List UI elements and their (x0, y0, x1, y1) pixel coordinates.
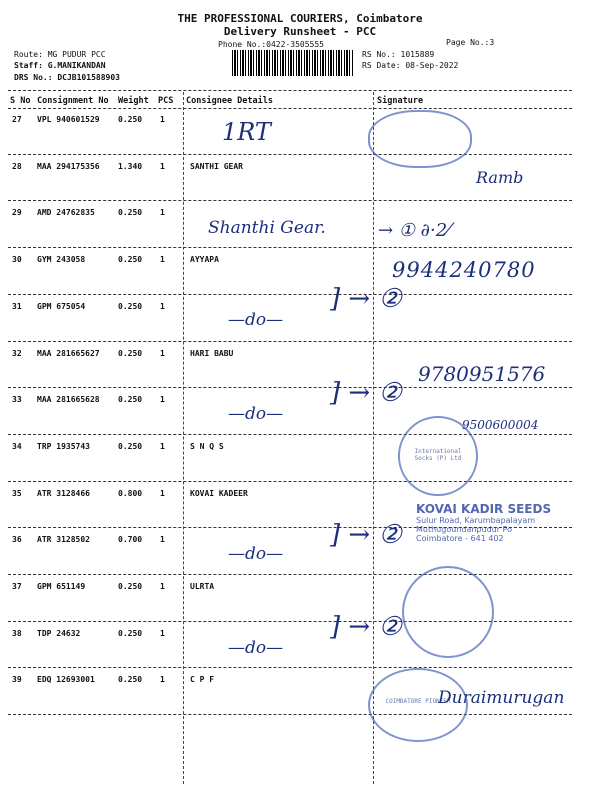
cell-weight: 0.250 (118, 115, 143, 124)
cell-pcs: 1 (160, 348, 165, 358)
row-divider (8, 294, 572, 295)
handwriting-30-phone: 9944240780 (392, 258, 536, 282)
handwriting-31-sign: ] → ② (330, 284, 402, 314)
barcode (232, 50, 354, 76)
stamp-seal (368, 110, 472, 168)
handwriting-29-sign: → ① ∂·2⁄ (378, 220, 451, 241)
cell-pcs: 1 (160, 395, 165, 405)
cell-consignment: VPL 940601529 (37, 115, 100, 124)
rs-number: RS No.: 1015889 (362, 50, 435, 59)
cell-consignee: AYYAPA (190, 255, 219, 265)
cell-weight: 0.250 (118, 441, 143, 451)
cell-consignee: HARI BABU (190, 348, 234, 358)
cell-weight: 0.250 (118, 348, 143, 358)
cell-sno: 35 (12, 488, 22, 498)
row-divider (8, 714, 572, 715)
cell-weight: 1.340 (118, 161, 143, 171)
cell-pcs: 1 (160, 582, 165, 591)
cell-consignee: S N Q S (190, 441, 224, 451)
stamp-line3: Coimbatore - 641 402 (416, 534, 504, 543)
cell-sno: 30 (12, 255, 22, 265)
handwriting-36: —do— (228, 544, 284, 564)
cell-pcs: 1 (160, 535, 165, 545)
row-divider (8, 154, 572, 155)
handwriting-36-sign: ] → ② (330, 520, 402, 550)
cell-pcs: 1 (160, 441, 165, 451)
cell-sno: 38 (12, 628, 22, 638)
phone-number: Phone No.:0422-3505555 (218, 40, 324, 49)
handwriting-39: Duraimurugan (438, 688, 565, 708)
cell-consignment: MAA 294175356 (37, 161, 100, 171)
cell-sno: 32 (12, 348, 22, 358)
col-weight: Weight (118, 96, 149, 106)
col-consignment: Consignment No (37, 96, 109, 106)
handwriting-27: 1RT (222, 118, 271, 146)
cell-weight: 0.250 (118, 675, 143, 685)
cell-consignee: SANTHI GEAR (190, 161, 243, 171)
cell-consignment: AMD 24762835 (37, 208, 95, 218)
cell-weight: 0.250 (118, 628, 143, 638)
divider (8, 90, 572, 91)
cell-sno: 37 (12, 582, 22, 591)
cell-weight: 0.250 (118, 255, 143, 265)
cell-consignment: TRP 1935743 (37, 441, 90, 451)
snqs-stamp (398, 416, 478, 496)
cell-weight: 0.250 (118, 301, 143, 311)
cell-consignee: C P F (190, 675, 215, 685)
cpf-stamp-text: COIMBATORE PIONEER (385, 698, 451, 705)
handwriting-31: —do— (228, 310, 284, 330)
column-divider (373, 92, 374, 784)
cell-sno: 27 (12, 115, 22, 124)
row-divider (8, 200, 572, 201)
stamp-company: KOVAI KADIR SEEDS (416, 502, 552, 516)
divider (8, 108, 572, 109)
cell-consignee: KOVAI KADEER (190, 488, 248, 498)
cell-pcs: 1 (160, 675, 165, 685)
col-sno: S No (10, 96, 31, 106)
col-signature: Signature (377, 96, 424, 106)
runsheet-subtitle: Delivery Runsheet - PCC (223, 25, 377, 38)
row-divider (8, 667, 572, 668)
handwriting-38-sign: ] → ② (330, 612, 402, 642)
column-divider (183, 92, 184, 784)
cell-sno: 29 (12, 208, 22, 218)
cell-weight: 0.250 (118, 395, 143, 405)
col-consignee: Consignee Details (186, 96, 273, 106)
route: Route: MG PUDUR PCC (14, 50, 106, 59)
cell-consignment: ATR 3128466 (37, 488, 90, 498)
col-pcs: PCS (158, 96, 174, 106)
row-divider (8, 481, 572, 482)
row-divider (8, 387, 572, 388)
row-divider (8, 341, 572, 342)
stamp-line2: Muthugoundanpudur Po (416, 525, 512, 534)
cell-sno: 28 (12, 161, 22, 171)
cell-weight: 0.800 (118, 488, 143, 498)
cell-consignment: MAA 281665628 (37, 395, 100, 405)
cell-sno: 31 (12, 301, 22, 311)
handwriting-34-phone: 9500600004 (462, 418, 539, 432)
stamp-line1: Sulur Road, Karumbapalayam (416, 516, 536, 525)
page-number: Page No.:3 (446, 38, 495, 47)
cell-weight: 0.250 (118, 208, 143, 218)
cell-pcs: 1 (160, 255, 165, 265)
row-divider (8, 434, 572, 435)
cell-weight: 0.700 (118, 535, 143, 545)
row-divider (8, 247, 572, 248)
cell-pcs: 1 (160, 208, 165, 218)
cell-consignment: ATR 3128502 (37, 535, 90, 545)
handwriting-29: Shanthi Gear. (208, 218, 326, 238)
cell-consignment: EDQ 12693001 (37, 675, 95, 685)
cell-consignment: GPM 675054 (37, 301, 86, 311)
drs-number: DRS No.: DCJB101588903 (14, 73, 120, 82)
kovai-kadir-stamp (416, 502, 551, 543)
cell-pcs: 1 (160, 488, 165, 498)
handwriting-32-phone: 9780951576 (418, 362, 546, 386)
handwriting-28: Ramb (476, 168, 524, 187)
cell-consignment: GPM 651149 (37, 582, 86, 591)
row-divider (8, 574, 572, 575)
cell-sno: 33 (12, 395, 22, 405)
staff: Staff: G.MANIKANDAN (14, 61, 106, 70)
cell-consignee: ULRTA (190, 582, 215, 591)
cell-consignment: GYM 243058 (37, 255, 86, 265)
handwriting-33: —do— (228, 404, 284, 424)
snqs-stamp-text: International Socks (P) Ltd (414, 448, 462, 462)
cell-pcs: 1 (160, 115, 165, 124)
company-title: THE PROFESSIONAL COURIERS, Coimbatore (177, 12, 423, 25)
cell-consignment: TDP 24632 (37, 628, 81, 638)
handwriting-33-sign: ] → ② (330, 378, 402, 408)
cell-sno: 36 (12, 535, 22, 545)
ulrta-stamp (402, 566, 494, 658)
rs-date: RS Date: 08-Sep-2022 (362, 61, 459, 70)
handwriting-38: —do— (228, 638, 284, 658)
cell-pcs: 1 (160, 301, 165, 311)
cell-sno: 39 (12, 675, 22, 685)
cell-weight: 0.250 (118, 582, 143, 591)
cell-sno: 34 (12, 441, 22, 451)
cell-pcs: 1 (160, 161, 165, 171)
cell-consignment: MAA 281665627 (37, 348, 100, 358)
cpf-stamp (368, 668, 468, 742)
cell-pcs: 1 (160, 628, 165, 638)
